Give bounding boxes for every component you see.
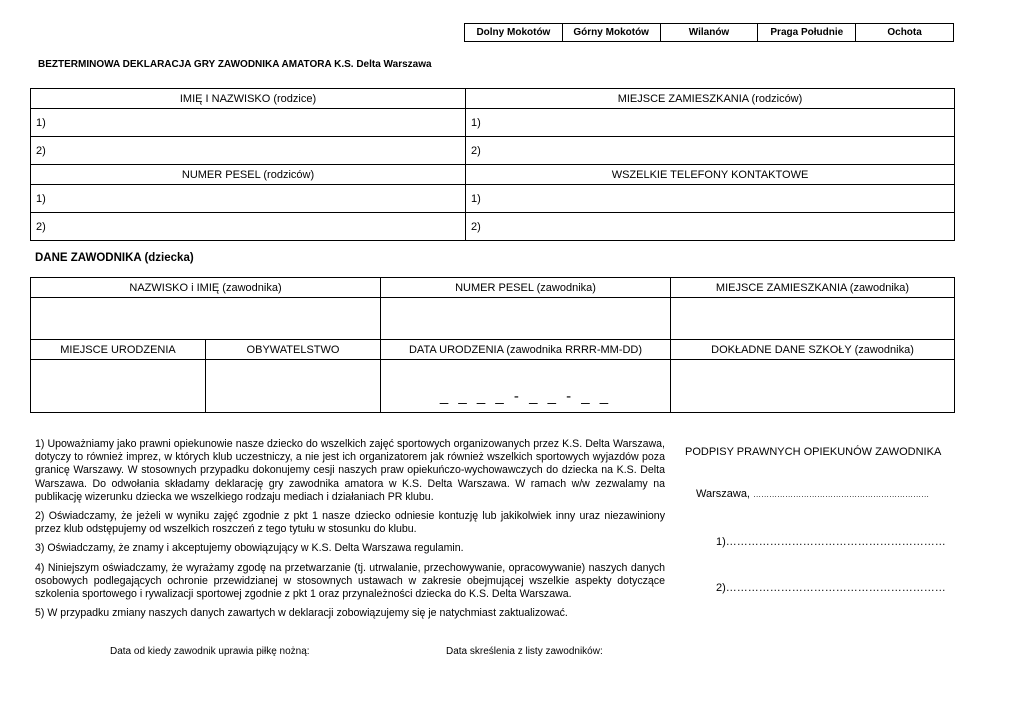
child-school-field[interactable]: [671, 360, 955, 413]
parents-address-header: MIEJSCE ZAMIESZKANIA (rodziców): [466, 89, 955, 109]
clause-5: 5) W przypadku zmiany naszych danych zawartych w deklaracji zobowiązujemy się je natychmiast zaktualizować.: [35, 607, 568, 620]
signature-line-1[interactable]: 1)……………………………………………………: [716, 536, 946, 548]
clause-4: 4) Niniejszym oświadczamy, że wyrażamy zgodę na przetwarzanie (tj. utrwalanie, przechowywanie, opracowywanie) naszych danych osobowych podlegających ochronie przewidzianej w stosownych ustawach w zakresie obejmującej wszelkie aspekty dotyczące szkolenia sportowego i rywalizacji sportowej zgodnie z pkt 1 oraz przynależności dziecka do K.S. Delta Warszawa.: [35, 561, 665, 601]
parent-name-field-1[interactable]: 1): [31, 109, 466, 137]
parents-pesel-header: NUMER PESEL (rodziców): [31, 165, 466, 185]
clause-2: 2) Oświadczamy, że jeżeli w wyniku zajęć zgodnie z pkt 1 nasze dziecko odniesie kontuzję lub jakikolwiek inny uraz niezawiniony przez klub odstępujemy od wszelkich roszczeń z tego tytułu w stosunku do klubu.: [35, 510, 665, 536]
clause-3: 3) Oświadczamy, że znamy i akceptujemy obowiązujący w K.S. Delta Warszawa regulamin.: [35, 542, 464, 555]
parent-pesel-field-2[interactable]: 2): [31, 213, 466, 241]
child-citizenship-field[interactable]: [206, 360, 381, 413]
declaration-clauses: [35, 438, 665, 626]
parent-name-field-2[interactable]: 2): [31, 137, 466, 165]
date-started-label: Data od kiedy zawodnik uprawia piłkę nożną:: [110, 646, 310, 657]
parents-phones-header: WSZELKIE TELEFONY KONTAKTOWE: [466, 165, 955, 185]
child-address-field[interactable]: [671, 298, 955, 340]
parent-phone-field-2[interactable]: 2): [466, 213, 955, 241]
child-address-header: MIEJSCE ZAMIESZKANIA (zawodnika): [671, 278, 955, 298]
district-wilanow[interactable]: Wilanów: [660, 24, 758, 42]
child-birthplace-header: MIEJSCE URODZENIA: [31, 340, 206, 360]
signature-line-2[interactable]: 2)……………………………………………………: [716, 582, 946, 594]
parent-address-field-1[interactable]: 1): [466, 109, 955, 137]
signature-place-dots: …………………………………………………………: [753, 490, 930, 499]
child-birthdate-header: DATA URODZENIA (zawodnika RRRR-MM-DD): [381, 340, 671, 360]
child-section-heading: DANE ZAWODNIKA (dziecka): [35, 252, 194, 264]
signature-place-line[interactable]: [696, 488, 929, 500]
child-school-header: DOKŁADNE DANE SZKOŁY (zawodnika): [671, 340, 955, 360]
child-citizenship-header: OBYWATELSTWO: [206, 340, 381, 360]
child-birthdate-field[interactable]: [381, 360, 671, 413]
district-ochota[interactable]: Ochota: [856, 24, 954, 42]
child-table: [30, 277, 955, 413]
date-removed-label: Data skreślenia z listy zawodników:: [446, 646, 603, 657]
district-gorny-mokotow[interactable]: Górny Mokotów: [562, 24, 660, 42]
signatures-title: PODPISY PRAWNYCH OPIEKUNÓW ZAWODNIKA: [685, 446, 942, 458]
birthdate-mask: _ _ _ _ - _ _ - _ _: [439, 387, 612, 405]
child-birthplace-field[interactable]: [31, 360, 206, 413]
signature-place-label: Warszawa,: [696, 488, 750, 500]
district-checkbox-table: [464, 23, 954, 42]
child-name-field[interactable]: [31, 298, 381, 340]
district-dolny-mokotow[interactable]: Dolny Mokotów: [465, 24, 563, 42]
clause-1: 1) Upoważniamy jako prawni opiekunowie nasze dziecko do wszelkich zajęć sportowych organizowanych przez K.S. Delta Warszawa, dotyczy to również imprez, w których klub uczestniczy, a nie jest ich organizatorem jak również wszelkich sportowych wyjazdów poza granicę Warszawy. W stosownych przypadku dokonujemy cesji naszych praw opiekuńczo-wychowawczych do dziecka na K.S. Delta Warszawa. Do odwołania składamy deklarację gry zawodnika amatora w K.S. Delta Warszawa. W ramach w/w zezwalamy na publikację wizerunku dziecka we wszelkiego rodzaju mediach i działaniach PR klubu.: [35, 438, 665, 503]
parents-table: [30, 88, 955, 241]
parent-pesel-field-1[interactable]: 1): [31, 185, 466, 213]
parent-address-field-2[interactable]: 2): [466, 137, 955, 165]
document-title: BEZTERMINOWA DEKLARACJA GRY ZAWODNIKA AMATORA K.S. Delta Warszawa: [38, 59, 432, 70]
district-praga-poludnie[interactable]: Praga Południe: [758, 24, 856, 42]
child-pesel-header: NUMER PESEL (zawodnika): [381, 278, 671, 298]
parents-name-header: IMIĘ I NAZWISKO (rodzice): [31, 89, 466, 109]
child-pesel-field[interactable]: [381, 298, 671, 340]
parent-phone-field-1[interactable]: 1): [466, 185, 955, 213]
child-name-header: NAZWISKO i IMIĘ (zawodnika): [31, 278, 381, 298]
